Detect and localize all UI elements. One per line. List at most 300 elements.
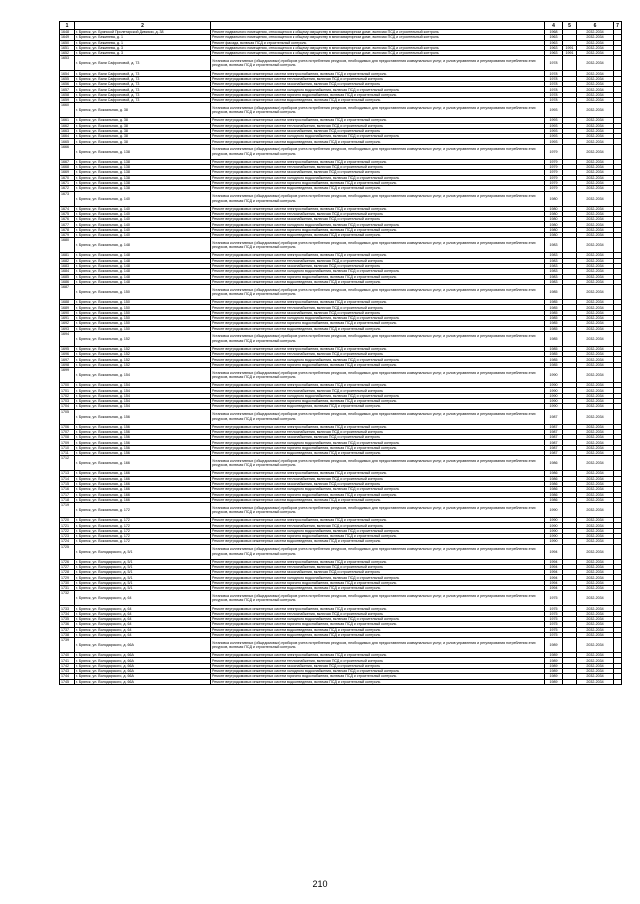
cell-year-built: 1985	[545, 285, 563, 300]
cell-row-number: 1742	[60, 663, 75, 668]
cell-year-built: 1963	[545, 45, 563, 50]
cell-address: г. Брянск, ул. Володарского, д. 66А	[75, 658, 211, 663]
cell-work-type: Ремонт внутридомовых инженерных систем водоотведения, включая ПСД и строительный контроль	[211, 497, 545, 502]
cell-address: г. Брянск, ул. Володарского, д. 66А	[75, 669, 211, 674]
cell-year-built: 1980	[545, 227, 563, 232]
cell-work-type: Установка коллективных (общедомовых) приборов учета потребления ресурсов, необходимых для предоставления коммунальных услуг, и узлов управления и регулирования потребления этих ресурсов, включая ПСД и строительный контроль	[211, 409, 545, 424]
cell-row-number: 1704	[60, 404, 75, 409]
cell-row-number: 1697	[60, 357, 75, 362]
cell-address: г. Брянск, ул. Володарского, д. 64	[75, 591, 211, 606]
cell-row-number: 1726	[60, 559, 75, 564]
table-row	[60, 638, 622, 653]
cell-year-built: 1983	[545, 279, 563, 284]
cell-work-type: Ремонт подвального помещения, относящегося к общему имуществу в многоквартирном доме, включая ПСД и строительный контроль	[211, 51, 545, 56]
cell-address: г. Брянск, ул. Вокзальная, д. 152	[75, 352, 211, 357]
cell-year-built: 1985	[545, 315, 563, 320]
cell-row-number: 1664	[60, 134, 75, 139]
cell-period: 2032-2034	[577, 451, 614, 456]
cell-row-number: 1684	[60, 269, 75, 274]
cell-work-type: Ремонт внутридомовых инженерных систем водоотведения, включая ПСД и строительный контроль	[211, 97, 545, 102]
cell-work-type: Ремонт внутридомовых инженерных систем водоотведения, включая ПСД и строительный контроль	[211, 326, 545, 331]
cell-blank	[614, 638, 622, 653]
cell-year-built: 1983	[545, 253, 563, 258]
cell-period: 2032-2034	[577, 487, 614, 492]
cell-period: 2032-2034	[577, 663, 614, 668]
cell-year-built: 1990	[545, 518, 563, 523]
cell-address: г. Брянск, ул. Вокзальная, д. 38	[75, 128, 211, 133]
cell-address: г. Брянск, ул. Володарского, д. 64	[75, 606, 211, 611]
cell-period: 2032-2034	[577, 388, 614, 393]
table-row	[60, 591, 622, 606]
cell-year-built: 1993	[545, 103, 563, 118]
cell-blank	[614, 56, 622, 71]
cell-year-built: 1980	[545, 217, 563, 222]
cell-row-number: 1691	[60, 315, 75, 320]
cell-address: г. Брянск, ул. Вокзальная, д. 138	[75, 159, 211, 164]
cell-work-type: Ремонт подвального помещения, относящегося к общему имуществу в многоквартирном доме, включая ПСД и строительный контроль	[211, 30, 545, 35]
cell-work-type: Установка коллективных (общедомовых) приборов учета потребления ресурсов, необходимых для предоставления коммунальных услуг, и узлов управления и регулирования потребления этих ресурсов, включая ПСД и строительный контроль	[211, 456, 545, 471]
cell-work-type: Установка коллективных (общедомовых) приборов учета потребления ресурсов, необходимых для предоставления коммунальных услуг, и узлов управления и регулирования потребления этих ресурсов, включая ПСД и строительный контроль	[211, 503, 545, 518]
cell-row-number: 1701	[60, 388, 75, 393]
cell-year-built: 1989	[545, 638, 563, 653]
cell-year-built: 1985	[545, 310, 563, 315]
cell-period: 2032-2034	[577, 398, 614, 403]
cell-address: г. Брянск, ул. Брянской Пролетарской Дивизии, д. 38	[75, 30, 211, 35]
cell-work-type: Ремонт внутридомовых инженерных систем электроснабжения, включая ПСД и строительный контроль	[211, 424, 545, 429]
cell-work-type: Ремонт внутридомовых инженерных систем холодного водоснабжения, включая ПСД и строительный контроль	[211, 487, 545, 492]
cell-address: г. Брянск, ул. Вокзальная, д. 148	[75, 253, 211, 258]
cell-year-repair	[563, 679, 577, 684]
cell-address: г. Брянск, ул. Вокзальная, д. 150	[75, 321, 211, 326]
cell-year-built: 1978	[545, 87, 563, 92]
cell-address: г. Брянск, ул. Вокзальная, д. 152	[75, 331, 211, 346]
cell-work-type: Ремонт внутридомовых инженерных систем водоотведения, включая ПСД и строительный контроль	[211, 627, 545, 632]
table-row	[60, 144, 622, 159]
cell-period: 2032-2034	[577, 123, 614, 128]
cell-year-built: 1983	[545, 258, 563, 263]
cell-year-built: 1980	[545, 211, 563, 216]
cell-year-repair	[563, 544, 577, 559]
cell-work-type: Ремонт внутридомовых инженерных систем горячего водоснабжения, включая ПСД и строительный контроль	[211, 321, 545, 326]
cell-address: г. Брянск, ул. Вали Сафроновой, д. 73	[75, 92, 211, 97]
cell-work-type: Ремонт внутридомовых инженерных систем электроснабжения, включая ПСД и строительный контроль	[211, 346, 545, 351]
cell-period: 2032-2034	[577, 191, 614, 206]
cell-blank	[614, 103, 622, 118]
cell-year-repair	[563, 238, 577, 253]
cell-row-number: 1728	[60, 570, 75, 575]
cell-period: 2032-2034	[577, 570, 614, 575]
cell-blank	[614, 591, 622, 606]
cell-year-repair: 1991	[563, 45, 577, 50]
cell-year-built: 1986	[545, 456, 563, 471]
cell-address: г. Брянск, ул. Володарского, д. 64	[75, 627, 211, 632]
cell-year-built: 1987	[545, 409, 563, 424]
cell-period: 2032-2034	[577, 159, 614, 164]
cell-row-number: 1731	[60, 586, 75, 591]
cell-work-type: Ремонт внутридомовых инженерных систем холодного водоснабжения, включая ПСД и строительный контроль	[211, 134, 545, 139]
cell-year-built: 1987	[545, 445, 563, 450]
cell-address: г. Брянск, ул. Вокзальная, д. 150	[75, 305, 211, 310]
cell-year-built: 1975	[545, 616, 563, 621]
cell-period: 2032-2034	[577, 165, 614, 170]
cell-address: г. Брянск, ул. Вокзальная, д. 152	[75, 362, 211, 367]
cell-period: 2032-2034	[577, 440, 614, 445]
header-col-4: 4	[545, 22, 563, 30]
cell-work-type: Ремонт внутридомовых инженерных систем электроснабжения, включая ПСД и строительный контроль	[211, 383, 545, 388]
cell-period: 2032-2034	[577, 591, 614, 606]
cell-year-built: 1994	[545, 559, 563, 564]
cell-row-number: 1706	[60, 424, 75, 429]
cell-address: г. Брянск, ул. Вокзальная, д. 148	[75, 279, 211, 284]
cell-year-built: 1979	[545, 170, 563, 175]
cell-row-number: 1720	[60, 518, 75, 523]
header-col-7: 7	[614, 22, 622, 30]
cell-row-number: 1690	[60, 310, 75, 315]
cell-period: 2032-2034	[577, 279, 614, 284]
cell-period: 2032-2034	[577, 269, 614, 274]
cell-work-type: Ремонт внутридомовых инженерных систем электроснабжения, включая ПСД и строительный контроль	[211, 606, 545, 611]
cell-row-number: 1658	[60, 92, 75, 97]
cell-row-number: 1671	[60, 180, 75, 185]
cell-address: г. Брянск, ул. Вокзальная, д. 172	[75, 528, 211, 533]
cell-address: г. Брянск, ул. Вокзальная, д. 140	[75, 206, 211, 211]
cell-address: г. Брянск, ул. Вокзальная, д. 166	[75, 481, 211, 486]
cell-work-type: Ремонт внутридомовых инженерных систем теплоснабжения, включая ПСД и строительный контроль	[211, 476, 545, 481]
cell-blank	[614, 456, 622, 471]
cell-address: г. Брянск, ул. Вокзальная, д. 38	[75, 134, 211, 139]
cell-year-built: 1989	[545, 653, 563, 658]
cell-period: 2032-2034	[577, 258, 614, 263]
cell-year-repair	[563, 503, 577, 518]
cell-row-number: 1686	[60, 279, 75, 284]
cell-row-number: 1656	[60, 82, 75, 87]
cell-row-number: 1722	[60, 528, 75, 533]
cell-address: г. Брянск, ул. Вали Сафроновой, д. 73	[75, 87, 211, 92]
cell-row-number: 1682	[60, 258, 75, 263]
cell-year-built: 1968	[545, 30, 563, 35]
cell-year-built: 1994	[545, 570, 563, 575]
cell-period: 2032-2034	[577, 429, 614, 434]
cell-address: г. Брянск, ул. Володарского, д. 5/1	[75, 570, 211, 575]
cell-address: г. Брянск, ул. Вокзальная, д. 140	[75, 217, 211, 222]
cell-period: 2032-2034	[577, 632, 614, 637]
cell-work-type: Ремонт внутридомовых инженерных систем электроснабжения, включая ПСД и строительный контроль	[211, 206, 545, 211]
cell-row-number: 1698	[60, 362, 75, 367]
cell-row-number: 1681	[60, 253, 75, 258]
cell-address: г. Брянск, ул. Вокзальная, д. 148	[75, 263, 211, 268]
cell-row-number: 1651	[60, 45, 75, 50]
cell-row-number: 1689	[60, 305, 75, 310]
cell-work-type: Ремонт внутридомовых инженерных систем холодного водоснабжения, включая ПСД и строительный контроль	[211, 175, 545, 180]
cell-row-number: 1657	[60, 87, 75, 92]
cell-address: г. Брянск, ул. Вокзальная, д. 148	[75, 269, 211, 274]
cell-period: 2032-2034	[577, 534, 614, 539]
cell-year-built: 1980	[545, 191, 563, 206]
table-row	[60, 191, 622, 206]
cell-year-built: 1986	[545, 487, 563, 492]
cell-period: 2032-2034	[577, 139, 614, 144]
cell-work-type: Ремонт внутридомовых инженерных систем горячего водоснабжения, включая ПСД и строительный контроль	[211, 674, 545, 679]
cell-row-number: 1668	[60, 165, 75, 170]
cell-work-type: Ремонт внутридомовых инженерных систем газоснабжения, включая ПСД и строительный контроль	[211, 128, 545, 133]
header-col-2: 2	[75, 22, 211, 30]
cell-period: 2032-2034	[577, 627, 614, 632]
cell-period: 2032-2034	[577, 539, 614, 544]
cell-period: 2032-2034	[577, 30, 614, 35]
cell-blank	[614, 191, 622, 206]
cell-address: г. Брянск, ул. Вокзальная, д. 156	[75, 424, 211, 429]
cell-row-number: 1680	[60, 238, 75, 253]
table-body	[60, 30, 622, 685]
cell-year-built: 1993	[545, 128, 563, 133]
cell-year-built: 1983	[545, 238, 563, 253]
cell-work-type: Ремонт внутридомовых инженерных систем холодного водоснабжения, включая ПСД и строительный контроль	[211, 393, 545, 398]
cell-address: г. Брянск, ул. Вокзальная, д. 140	[75, 211, 211, 216]
cell-work-type: Ремонт подвального помещения, относящегося к общему имуществу в многоквартирном доме, включая ПСД и строительный контроль	[211, 35, 545, 40]
cell-row-number: 1660	[60, 103, 75, 118]
cell-row-number: 1674	[60, 206, 75, 211]
cell-year-repair	[563, 56, 577, 71]
cell-period: 2032-2034	[577, 346, 614, 351]
cell-year-built: 1987	[545, 424, 563, 429]
cell-work-type: Ремонт внутридомовых инженерных систем горячего водоснабжения, включая ПСД и строительный контроль	[211, 445, 545, 450]
cell-year-built: 1989	[545, 658, 563, 663]
cell-year-built: 1985	[545, 352, 563, 357]
cell-period: 2032-2034	[577, 285, 614, 300]
cell-year-built: 1994	[545, 580, 563, 585]
cell-row-number: 1707	[60, 429, 75, 434]
cell-address: г. Брянск, ул. Вокзальная, д. 156	[75, 445, 211, 450]
page-number: 210	[312, 879, 328, 889]
cell-row-number: 1649	[60, 35, 75, 40]
header-col-3	[211, 22, 545, 30]
cell-row-number: 1713	[60, 471, 75, 476]
cell-address: г. Брянск, ул. Володарского, д. 5/1	[75, 544, 211, 559]
cell-period: 2032-2034	[577, 274, 614, 279]
cell-year-built: 1975	[545, 591, 563, 606]
cell-period: 2032-2034	[577, 481, 614, 486]
cell-row-number: 1676	[60, 217, 75, 222]
cell-address: г. Брянск, ул. Вокзальная, д. 148	[75, 238, 211, 253]
table-row	[60, 368, 622, 383]
cell-year-built: 1985	[545, 326, 563, 331]
cell-work-type: Ремонт внутридомовых инженерных систем электроснабжения, включая ПСД и строительный контроль	[211, 559, 545, 564]
cell-work-type: Ремонт внутридомовых инженерных систем холодного водоснабжения, включая ПСД и строительный контроль	[211, 269, 545, 274]
cell-work-type: Ремонт внутридомовых инженерных систем теплоснабжения, включая ПСД и строительный контроль	[211, 76, 545, 81]
cell-year-built: 1990	[545, 534, 563, 539]
cell-period: 2032-2034	[577, 217, 614, 222]
cell-year-built: 1994	[545, 586, 563, 591]
cell-address: г. Брянск, ул. Бежинева, д. 3	[75, 45, 211, 50]
cell-blank	[614, 238, 622, 253]
cell-row-number: 1705	[60, 409, 75, 424]
cell-address: г. Брянск, ул. Вокзальная, д. 38	[75, 139, 211, 144]
cell-address: г. Брянск, ул. Вокзальная, д. 156	[75, 435, 211, 440]
cell-row-number: 1745	[60, 679, 75, 684]
cell-year-built: 1978	[545, 56, 563, 71]
cell-year-repair	[563, 191, 577, 206]
cell-period: 2032-2034	[577, 186, 614, 191]
cell-row-number: 1653	[60, 56, 75, 71]
cell-work-type: Ремонт внутридомовых инженерных систем горячего водоснабжения, включая ПСД и строительный контроль	[211, 492, 545, 497]
cell-work-type: Ремонт внутридомовых инженерных систем горячего водоснабжения, включая ПСД и строительный контроль	[211, 398, 545, 403]
cell-year-built: 1979	[545, 159, 563, 164]
cell-row-number: 1710	[60, 445, 75, 450]
cell-period: 2032-2034	[577, 128, 614, 133]
table-row	[60, 56, 622, 71]
cell-address: г. Брянск, ул. Вокзальная, д. 154	[75, 368, 211, 383]
cell-work-type: Ремонт внутридомовых инженерных систем теплоснабжения, включая ПСД и строительный контроль	[211, 658, 545, 663]
cell-year-built: 1975	[545, 611, 563, 616]
cell-address: г. Брянск, ул. Бежинева, д. 1	[75, 40, 211, 45]
cell-blank	[614, 503, 622, 518]
cell-period: 2032-2034	[577, 310, 614, 315]
cell-address: г. Брянск, ул. Вокзальная, д. 166	[75, 471, 211, 476]
cell-year-repair	[563, 144, 577, 159]
cell-address: г. Брянск, ул. Вокзальная, д. 138	[75, 180, 211, 185]
cell-blank	[614, 331, 622, 346]
table-row	[60, 285, 622, 300]
cell-row-number: 1708	[60, 435, 75, 440]
cell-work-type: Ремонт внутридомовых инженерных систем электроснабжения, включая ПСД и строительный контроль	[211, 518, 545, 523]
cell-year-built: 1986	[545, 481, 563, 486]
cell-period: 2032-2034	[577, 424, 614, 429]
cell-address: г. Брянск, ул. Бежинева, д. 3	[75, 51, 211, 56]
cell-row-number: 1662	[60, 123, 75, 128]
cell-work-type: Ремонт внутридомовых инженерных систем газоснабжения, включая ПСД и строительный контроль	[211, 435, 545, 440]
cell-row-number: 1725	[60, 544, 75, 559]
cell-period: 2032-2034	[577, 211, 614, 216]
cell-year-built: 1990	[545, 528, 563, 533]
cell-period: 2032-2034	[577, 180, 614, 185]
cell-address: г. Брянск, ул. Вокзальная, д. 138	[75, 170, 211, 175]
cell-row-number: 1672	[60, 186, 75, 191]
cell-year-built: 1985	[545, 321, 563, 326]
cell-year-built: 1987	[545, 429, 563, 434]
cell-work-type: Ремонт внутридомовых инженерных систем теплоснабжения, включая ПСД и строительный контроль	[211, 258, 545, 263]
cell-row-number: 1678	[60, 227, 75, 232]
cell-work-type: Ремонт внутридомовых инженерных систем теплоснабжения, включая ПСД и строительный контроль	[211, 564, 545, 569]
cell-period: 2032-2034	[577, 326, 614, 331]
cell-work-type: Ремонт внутридомовых инженерных систем холодного водоснабжения, включая ПСД и строительный контроль	[211, 528, 545, 533]
cell-work-type: Ремонт внутридомовых инженерных систем водоотведения, включая ПСД и строительный контроль	[211, 679, 545, 684]
cell-row-number: 1739	[60, 638, 75, 653]
cell-year-built: 1975	[545, 632, 563, 637]
cell-period: 2032-2034	[577, 616, 614, 621]
cell-period: 2032-2034	[577, 393, 614, 398]
cell-address: г. Брянск, ул. Володарского, д. 5/1	[75, 564, 211, 569]
cell-period: 2032-2034	[577, 445, 614, 450]
cell-row-number: 1654	[60, 71, 75, 76]
cell-year-repair	[563, 368, 577, 383]
cell-work-type: Ремонт внутридомовых инженерных систем теплоснабжения, включая ПСД и строительный контроль	[211, 352, 545, 357]
cell-work-type: Ремонт внутридомовых инженерных систем газоснабжения, включая ПСД и строительный контроль	[211, 570, 545, 575]
cell-row-number: 1721	[60, 523, 75, 528]
cell-row-number: 1694	[60, 331, 75, 346]
cell-period: 2032-2034	[577, 575, 614, 580]
cell-year-built: 1979	[545, 186, 563, 191]
cell-row-number: 1673	[60, 191, 75, 206]
cell-period: 2032-2034	[577, 305, 614, 310]
cell-row-number: 1738	[60, 632, 75, 637]
cell-period: 2032-2034	[577, 564, 614, 569]
cell-address: г. Брянск, ул. Вокзальная, д. 166	[75, 456, 211, 471]
cell-year-built: 1994	[545, 564, 563, 569]
cell-work-type: Установка коллективных (общедомовых) приборов учета потребления ресурсов, необходимых для предоставления коммунальных услуг, и узлов управления и регулирования потребления этих ресурсов, включая ПСД и строительный контроль	[211, 56, 545, 71]
cell-work-type: Ремонт внутридомовых инженерных систем газоснабжения, включая ПСД и строительный контроль	[211, 263, 545, 268]
cell-year-built: 1993	[545, 139, 563, 144]
cell-row-number: 1693	[60, 326, 75, 331]
cell-year-built: 1987	[545, 440, 563, 445]
cell-address: г. Брянск, ул. Вокзальная, д. 154	[75, 393, 211, 398]
cell-period: 2032-2034	[577, 82, 614, 87]
cell-period: 2032-2034	[577, 679, 614, 684]
cell-address: г. Брянск, ул. Вокзальная, д. 172	[75, 518, 211, 523]
cell-address: г. Брянск, ул. Вокзальная, д. 140	[75, 222, 211, 227]
cell-row-number: 1670	[60, 175, 75, 180]
cell-year-built: 1975	[545, 622, 563, 627]
cell-period: 2032-2034	[577, 71, 614, 76]
cell-address: г. Брянск, ул. Вокзальная, д. 156	[75, 451, 211, 456]
cell-period: 2032-2034	[577, 40, 614, 45]
cell-address: г. Брянск, ул. Володарского, д. 66А	[75, 653, 211, 658]
cell-row-number: 1661	[60, 118, 75, 123]
cell-row-number: 1667	[60, 159, 75, 164]
cell-work-type: Установка коллективных (общедомовых) приборов учета потребления ресурсов, необходимых для предоставления коммунальных услуг, и узлов управления и регулирования потребления этих ресурсов, включая ПСД и строительный контроль	[211, 331, 545, 346]
cell-year-built: 1963	[545, 51, 563, 56]
cell-work-type: Ремонт внутридомовых инженерных систем газоснабжения, включая ПСД и строительный контроль	[211, 663, 545, 668]
cell-row-number: 1729	[60, 575, 75, 580]
cell-address: г. Брянск, ул. Володарского, д. 64	[75, 622, 211, 627]
cell-period: 2032-2034	[577, 300, 614, 305]
header-col-6: 6	[577, 22, 614, 30]
cell-period: 2032-2034	[577, 222, 614, 227]
cell-period: 2032-2034	[577, 263, 614, 268]
cell-year-built: 1983	[545, 263, 563, 268]
cell-work-type: Установка коллективных (общедомовых) приборов учета потребления ресурсов, необходимых для предоставления коммунальных услуг, и узлов управления и регулирования потребления этих ресурсов, включая ПСД и строительный контроль	[211, 103, 545, 118]
cell-period: 2032-2034	[577, 253, 614, 258]
cell-year-built: 1987	[545, 451, 563, 456]
cell-row-number: 1733	[60, 606, 75, 611]
cell-address: г. Брянск, ул. Вокзальная, д. 154	[75, 398, 211, 403]
cell-address: г. Брянск, ул. Бежинева, д. 1	[75, 35, 211, 40]
cell-work-type: Ремонт внутридомовых инженерных систем теплоснабжения, включая ПСД и строительный контроль	[211, 388, 545, 393]
cell-address: г. Брянск, ул. Володарского, д. 66А	[75, 663, 211, 668]
cell-row-number: 1665	[60, 139, 75, 144]
cell-work-type: Ремонт внутридомовых инженерных систем холодного водоснабжения, включая ПСД и строительный контроль	[211, 669, 545, 674]
cell-address: г. Брянск, ул. Вокзальная, д. 154	[75, 388, 211, 393]
cell-year-built: 1980	[545, 206, 563, 211]
header-col-1: 1	[60, 22, 75, 30]
cell-period: 2032-2034	[577, 518, 614, 523]
cell-blank	[614, 544, 622, 559]
cell-work-type: Ремонт внутридомовых инженерных систем холодного водоснабжения, включая ПСД и строительный контроль	[211, 616, 545, 621]
cell-work-type: Ремонт внутридомовых инженерных систем водоотведения, включая ПСД и строительный контроль	[211, 632, 545, 637]
cell-row-number: 1711	[60, 451, 75, 456]
cell-row-number: 1648	[60, 30, 75, 35]
cell-work-type: Ремонт внутридомовых инженерных систем теплоснабжения, включая ПСД и строительный контроль	[211, 429, 545, 434]
cell-address: г. Брянск, ул. Вокзальная, д. 138	[75, 165, 211, 170]
cell-period: 2032-2034	[577, 435, 614, 440]
cell-period: 2032-2034	[577, 352, 614, 357]
cell-blank	[614, 679, 622, 684]
cell-work-type: Ремонт внутридомовых инженерных систем теплоснабжения, включая ПСД и строительный контроль	[211, 165, 545, 170]
cell-period: 2032-2034	[577, 35, 614, 40]
cell-address: г. Брянск, ул. Володарского, д. 5/1	[75, 575, 211, 580]
cell-year-built: 1989	[545, 674, 563, 679]
cell-period: 2032-2034	[577, 56, 614, 71]
cell-year-built: 1990	[545, 398, 563, 403]
